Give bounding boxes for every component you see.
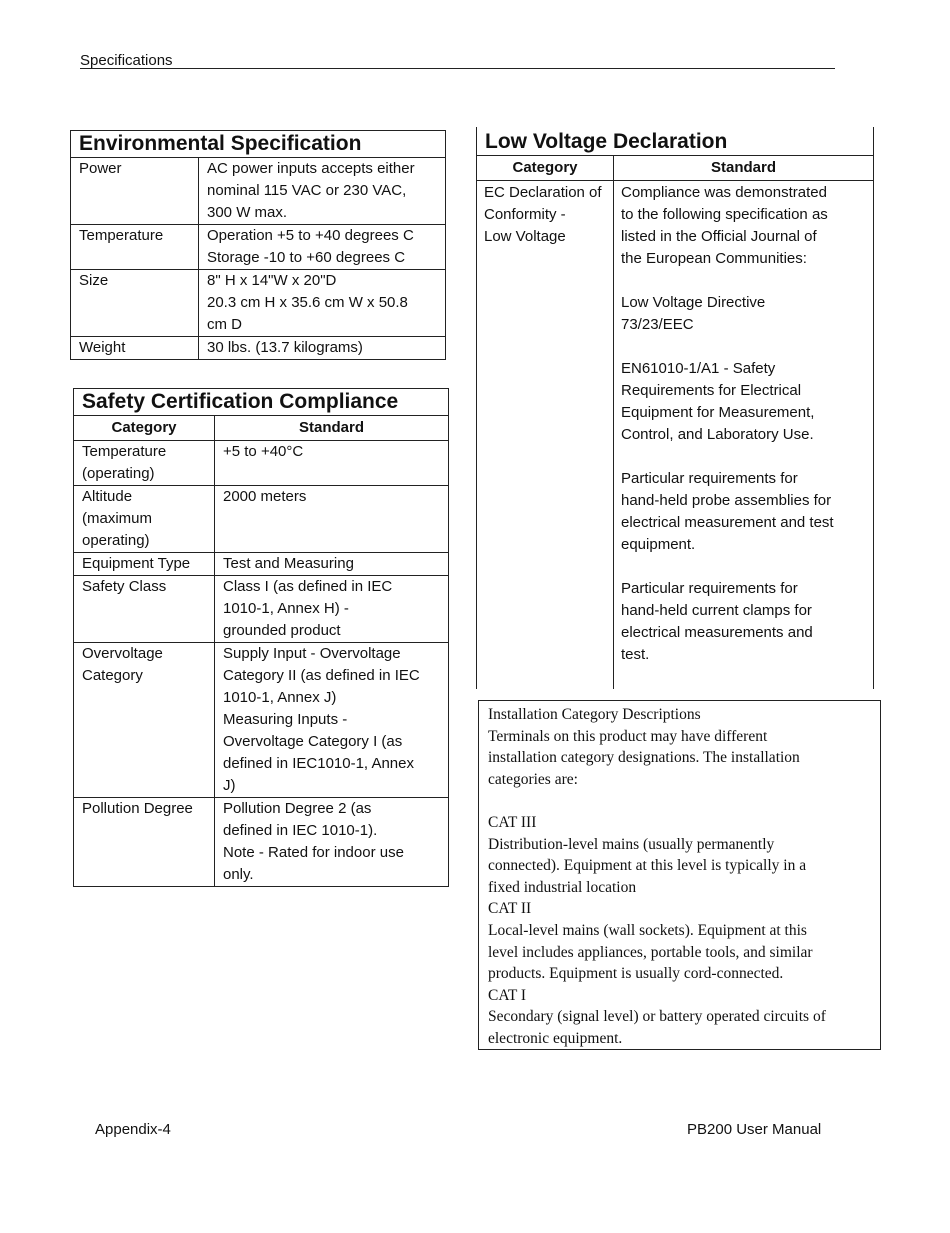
value-line: hand-held probe assemblies for [621,492,832,509]
row-label [477,181,614,690]
row-label [74,486,215,553]
row-label [74,441,215,486]
paragraph [621,182,872,270]
row-label [74,576,215,643]
text-line: products. Equipment is usually cord-connected. [488,965,784,983]
value-line: hand-held current clamps for [621,602,812,619]
row-value [215,553,449,576]
row-value [199,225,446,270]
value-line: equipment. [621,536,696,553]
value-line: only. [223,866,254,883]
label-line: (maximum [82,510,152,527]
value-line: 300 W max. [207,204,288,221]
row-value [215,441,449,486]
paragraph [621,292,872,336]
text-line: installation category designations. The installation [488,749,800,767]
value-line: the European Communities: [621,250,807,267]
text-line: categories are: [488,770,578,788]
label-line: Conformity - [484,206,566,223]
row-label [74,798,215,887]
value-line: grounded product [223,622,341,639]
label-line: Safety Class [82,578,167,595]
row-value [199,270,446,337]
value-line: Requirements for Electrical [621,382,802,399]
value-line: defined in IEC1010-1, Annex [223,755,414,772]
header-rule [80,68,835,69]
text-line: Local-level mains (wall sockets). Equipment at this [488,921,807,939]
label-line: (operating) [82,465,155,482]
label-line: Low Voltage [484,228,566,245]
value-line: to the following specification as [621,206,828,223]
table-row [74,553,449,576]
column-header-category: Category [477,156,614,181]
row-value [199,337,446,360]
label-line: EC Declaration of [484,184,602,201]
row-value [215,576,449,643]
cat-i-title: CAT I [488,986,527,1004]
value-line: Control, and Laboratory Use. [621,426,814,443]
row-label [74,643,215,798]
label-line: Overvoltage [82,645,163,662]
value-line: Particular requirements for [621,470,798,487]
row-label: Size [71,270,199,337]
table-row [71,270,446,337]
footer-page-number: Appendix-4 [95,1121,171,1138]
installation-category-box [478,700,881,1050]
label-line: Temperature [82,443,167,460]
value-line: 20.3 cm H x 35.6 cm W x 50.8 [207,294,408,311]
text-line: Secondary (signal level) or battery operated circuits of [488,1008,826,1026]
installation-heading: Installation Category Descriptions [488,706,701,723]
value-line: Particular requirements for [621,580,798,597]
value-line: Note - Rated for indoor use [223,844,404,861]
safety-certification-title: Safety Certification Compliance [74,389,449,416]
value-line: EN61010-1/A1 - Safety [621,360,776,377]
table-row [71,158,446,225]
value-line: 1010-1, Annex H) - [223,600,349,617]
cat-iii-title: CAT III [488,813,537,831]
row-value [215,798,449,887]
cat-ii-title: CAT II [488,900,532,918]
label-line: Equipment Type [82,555,191,572]
label-line: Altitude [82,488,133,505]
label-line: Category [82,667,143,684]
low-voltage-declaration-table [476,127,874,689]
value-line: 30 lbs. (13.7 kilograms) [207,339,363,356]
column-header-standard: Standard [215,416,449,441]
value-line: Test and Measuring [223,555,354,572]
value-line: defined in IEC 1010-1). [223,822,378,839]
value-line: +5 to +40°C [223,443,304,460]
value-line: Equipment for Measurement, [621,404,815,421]
value-line: 1010-1, Annex J) [223,689,337,706]
value-line: Supply Input - Overvoltage [223,645,401,662]
text-line: fixed industrial location [488,878,637,896]
row-value [199,158,446,225]
row-label: Temperature [71,225,199,270]
table-row [74,643,449,798]
value-line: Low Voltage Directive [621,294,766,311]
value-line: Operation +5 to +40 degrees C [207,227,414,244]
value-line: 8" H x 14"W x 20"D [207,272,337,289]
safety-certification-table [73,388,449,887]
value-line: test. [621,646,650,663]
table-row [74,486,449,553]
low-voltage-declaration-title: Low Voltage Declaration [477,127,874,156]
value-line: Storage -10 to +60 degrees C [207,249,406,266]
table-row [71,225,446,270]
value-line: Pollution Degree 2 (as [223,800,372,817]
paragraph [621,578,872,666]
row-label: Weight [71,337,199,360]
paragraph [621,468,872,556]
environmental-spec-title: Environmental Specification [71,131,446,158]
value-line: 2000 meters [223,488,307,505]
value-line: Overvoltage Category I (as [223,733,403,750]
column-header-standard: Standard [614,156,874,181]
row-label [74,553,215,576]
value-line: Compliance was demonstrated [621,184,827,201]
value-line: AC power inputs accepts either [207,160,415,177]
text-line: connected). Equipment at this level is typically in a [488,857,807,875]
table-row [74,576,449,643]
row-value [215,643,449,798]
label-line: Pollution Degree [82,800,193,817]
value-line: Category II (as defined in IEC [223,667,420,684]
text-line: Terminals on this product may have different [488,727,768,745]
value-line: listed in the Official Journal of [621,228,817,245]
value-line: electrical measurements and [621,624,813,641]
row-value [614,181,874,690]
column-header-category: Category [74,416,215,441]
text-line: Distribution-level mains (usually permanently [488,835,775,853]
environmental-spec-table [70,130,446,360]
table-row [71,337,446,360]
text-line: level includes appliances, portable tools, and similar [488,943,813,961]
label-line: operating) [82,532,150,549]
table-row [74,798,449,887]
footer-manual-title: PB200 User Manual [687,1121,822,1138]
row-label: Power [71,158,199,225]
text-line: electronic equipment. [488,1029,623,1047]
table-row [477,181,874,690]
value-line: Class I (as defined in IEC [223,578,393,595]
running-header: Specifications [80,52,173,69]
value-line: 73/23/EEC [621,316,694,333]
value-line: cm D [207,316,242,333]
value-line: J) [223,777,236,794]
table-row [74,441,449,486]
row-value [215,486,449,553]
value-line: Measuring Inputs - [223,711,348,728]
paragraph [621,358,872,446]
value-line: electrical measurement and test [621,514,834,531]
value-line: nominal 115 VAC or 230 VAC, [207,182,407,199]
